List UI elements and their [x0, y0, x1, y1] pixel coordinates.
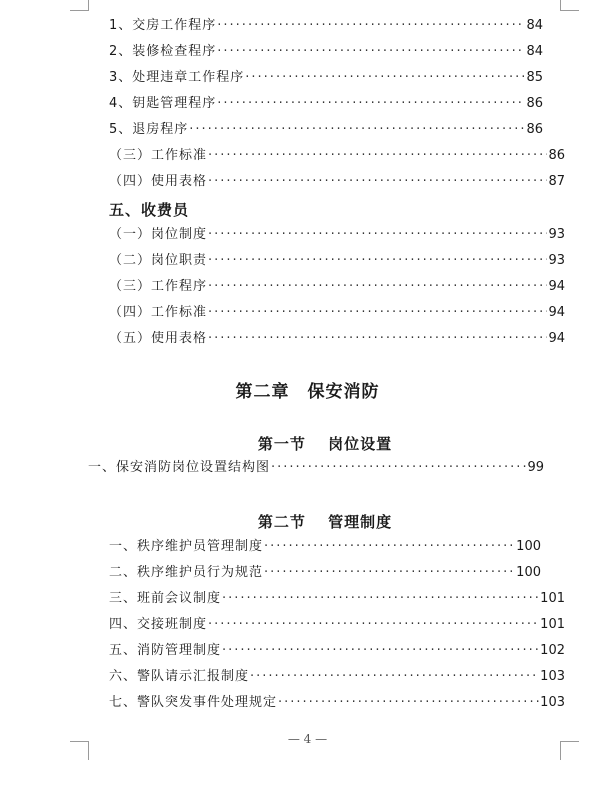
toc-entry-title: 七、警队突发事件处理规定 [109, 695, 278, 710]
toc-entry[interactable] [109, 668, 565, 686]
dot-leader [217, 95, 525, 113]
toc-entry[interactable] [109, 173, 565, 191]
toc-entry[interactable] [109, 538, 541, 556]
toc-entry[interactable] [109, 278, 565, 296]
chapter-title: 第二章 保安消防 [235, 382, 380, 402]
toc-entry-title: 二、秩序维护员行为规范 [109, 565, 264, 580]
toc-entry-page: 94 [548, 305, 565, 320]
toc-entry-title: （三）工作标准 [109, 148, 208, 163]
toc-entry-page: 84 [526, 18, 543, 33]
toc-entry[interactable] [109, 564, 541, 582]
toc-entry[interactable] [109, 252, 565, 270]
corner-mark-top-left [70, 0, 89, 11]
dot-leader [250, 668, 539, 686]
toc-entry[interactable] [109, 642, 565, 660]
toc-entry[interactable] [109, 616, 565, 634]
toc-entry-title: （四）使用表格 [109, 174, 208, 189]
toc-entry[interactable] [109, 226, 565, 244]
toc-entry-title: （二）岗位职责 [109, 253, 208, 268]
dot-leader [208, 147, 547, 165]
toc-entry-title: 三、班前会议制度 [109, 591, 222, 606]
toc-entry-page: 100 [516, 565, 541, 580]
dot-leader [208, 304, 547, 322]
toc-entry[interactable] [109, 147, 565, 165]
toc-entry-title: 5、退房程序 [109, 122, 189, 137]
toc-entry-title: （一）岗位制度 [109, 227, 208, 242]
corner-mark-top-right [560, 0, 579, 11]
toc-entry-title: （四）工作标准 [109, 305, 208, 320]
dot-leader [208, 616, 539, 634]
toc-entry-title: 3、处理违章工作程序 [109, 70, 245, 85]
dot-leader [208, 278, 547, 296]
toc-entry-page: 84 [526, 44, 543, 59]
section-title-post-setup: 第一节 岗位设置 [257, 435, 393, 453]
toc-entry[interactable] [109, 694, 565, 712]
toc-entry-page: 87 [548, 174, 565, 189]
dot-leader [189, 121, 525, 139]
dot-leader [245, 69, 525, 87]
toc-entry[interactable] [109, 95, 543, 113]
toc-entry-page: 93 [548, 227, 565, 242]
toc-entry-title: 四、交接班制度 [109, 617, 208, 632]
toc-entry[interactable] [88, 459, 544, 477]
toc-entry-page: 93 [548, 253, 565, 268]
section-heading-cashier: 五、收费员 [109, 201, 190, 219]
toc-entry[interactable] [109, 304, 565, 322]
dot-leader [222, 590, 539, 608]
toc-entry-title: 4、钥匙管理程序 [109, 96, 217, 111]
dot-leader [217, 17, 525, 35]
toc-entry-page: 103 [540, 695, 565, 710]
toc-entry-page: 99 [527, 460, 544, 475]
page-number-footer: — 4 — [287, 732, 328, 746]
toc-entry-page: 94 [548, 331, 565, 346]
toc-entry-title: 六、警队请示汇报制度 [109, 669, 250, 684]
toc-entry-title: （五）使用表格 [109, 331, 208, 346]
dot-leader [208, 173, 547, 191]
dot-leader [208, 252, 547, 270]
toc-entry[interactable] [109, 590, 565, 608]
dot-leader [208, 330, 547, 348]
dot-leader [264, 538, 515, 556]
toc-entry[interactable] [109, 17, 543, 35]
toc-entry[interactable] [109, 43, 543, 61]
toc-entry-title: 五、消防管理制度 [109, 643, 222, 658]
dot-leader [217, 43, 525, 61]
toc-entry-title: 一、保安消防岗位设置结构图 [88, 460, 271, 475]
dot-leader [278, 694, 539, 712]
toc-entry-title: 一、秩序维护员管理制度 [109, 539, 264, 554]
toc-entry-page: 101 [540, 617, 565, 632]
toc-entry[interactable] [109, 330, 565, 348]
toc-entry-page: 101 [540, 591, 565, 606]
toc-entry-page: 86 [526, 96, 543, 111]
toc-entry-page: 94 [548, 279, 565, 294]
toc-entry-page: 102 [540, 643, 565, 658]
dot-leader [222, 642, 539, 660]
dot-leader [208, 226, 547, 244]
toc-entry[interactable] [109, 121, 543, 139]
toc-entry[interactable] [109, 69, 543, 87]
toc-entry-title: 2、装修检查程序 [109, 44, 217, 59]
toc-entry-title: （三）工作程序 [109, 279, 208, 294]
section-title-management-rules: 第二节 管理制度 [257, 513, 393, 531]
toc-entry-title: 1、交房工作程序 [109, 18, 217, 33]
toc-entry-page: 86 [526, 122, 543, 137]
toc-entry-page: 85 [526, 70, 543, 85]
toc-entry-page: 100 [516, 539, 541, 554]
dot-leader [271, 459, 526, 477]
dot-leader [264, 564, 515, 582]
toc-entry-page: 86 [548, 148, 565, 163]
toc-entry-page: 103 [540, 669, 565, 684]
